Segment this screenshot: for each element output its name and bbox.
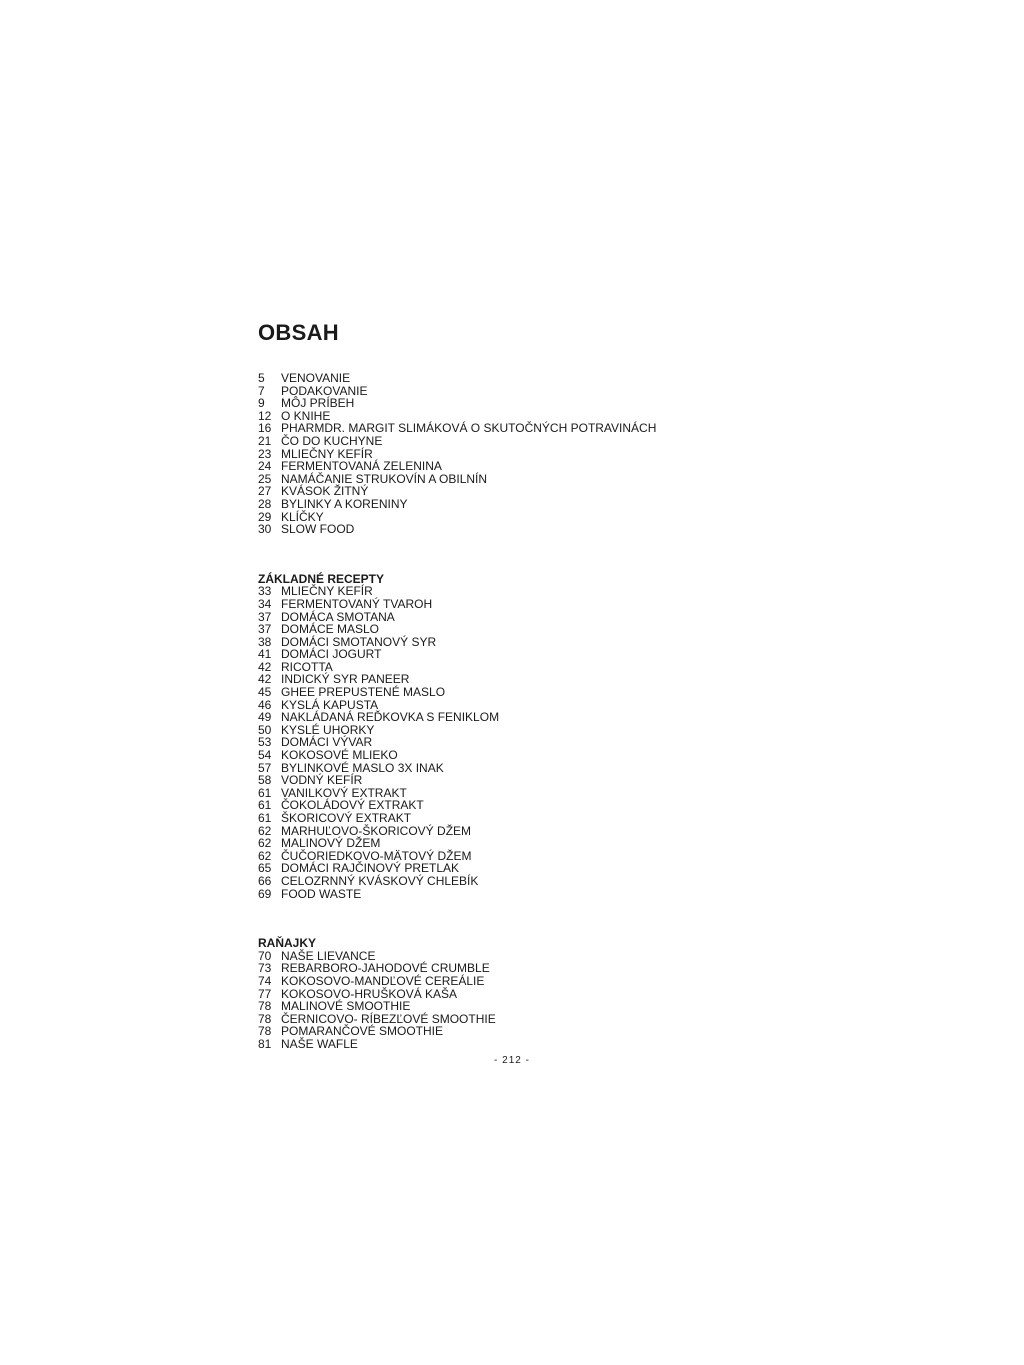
- table-of-contents: [258, 318, 818, 1051]
- toc-entry: [258, 523, 818, 536]
- toc-entry-title: VODNÝ KEFÍR: [281, 773, 363, 788]
- toc-section: [258, 573, 818, 900]
- toc-entry: [258, 623, 818, 636]
- toc-entry-title: INDICKÝ SYR PANEER: [281, 672, 410, 687]
- toc-entry: [258, 435, 818, 448]
- toc-entry-title: ŠKORICOVÝ EXTRAKT: [281, 811, 412, 825]
- toc-entry-title: KOKOSOVO-MANDĽOVÉ CEREÁLIE: [281, 973, 485, 988]
- toc-entry: [258, 498, 818, 511]
- toc-entry-title: VANILKOVÝ EXTRAKT: [281, 785, 407, 800]
- toc-page-number: 61: [258, 811, 272, 825]
- toc-page-number: 28: [258, 496, 272, 511]
- toc-entry: [258, 460, 818, 473]
- toc-entry-title: MALINOVÉ SMOOTHIE: [281, 999, 411, 1014]
- toc-page-number: 61: [258, 798, 272, 813]
- toc-page-number: 30: [258, 522, 272, 537]
- toc-entry-title: O KNIHE: [281, 408, 331, 423]
- toc-entry-title: DOMÁCI JOGURT: [281, 647, 382, 662]
- toc-entry-title: DOMÁCI SMOTANOVÝ SYR: [281, 634, 437, 649]
- toc-entry-title: RICOTTA: [281, 659, 333, 674]
- toc-entry-title: NAŠE WAFLE: [281, 1036, 358, 1051]
- toc-entry-title: REBARBORO-JAHODOVÉ CRUMBLE: [281, 961, 490, 976]
- toc-entry-title: KYSLÁ KAPUSTA: [281, 697, 379, 712]
- toc-entry-title: MLIEČNY KEFÍR: [281, 584, 373, 599]
- toc-page-number: 23: [258, 446, 272, 461]
- toc-entry-title: DOMÁCI RAJČINOVÝ PRETLAK: [281, 861, 460, 876]
- toc-entry-title: PHARMDR. MARGIT SLIMÁKOVÁ O SKUTOČNÝCH POTRAVINÁCH: [281, 421, 657, 436]
- toc-page-number: 37: [258, 622, 272, 637]
- intro-list: [258, 372, 818, 536]
- toc-page-number: 41: [258, 647, 272, 662]
- toc-entry: [258, 686, 818, 699]
- toc-entry-title: MÔJ PRÍBEH: [281, 396, 355, 411]
- toc-entry-title: NAKLÁDANÁ REĎKOVKA S FENIKLOM: [281, 710, 500, 725]
- toc-entry-title: SLOW FOOD: [281, 522, 355, 537]
- toc-page-number: 62: [258, 823, 272, 838]
- toc-entry-title: CELOZRNNÝ KVÁSKOVÝ CHLEBÍK: [281, 873, 479, 888]
- toc-page-number: 9: [258, 396, 265, 411]
- toc-page-number: 74: [258, 973, 272, 988]
- toc-entry-title: MALINOVÝ DŽEM: [281, 836, 381, 851]
- toc-page-number: 34: [258, 596, 272, 611]
- toc-entry: [258, 774, 818, 787]
- section-heading: ZÁKLADNÉ RECEPTY: [258, 571, 385, 586]
- toc-entry-title: NAMÁČANIE STRUKOVÍN A OBILNÍN: [281, 471, 488, 486]
- toc-entry-title: NAŠE LIEVANCE: [281, 948, 376, 963]
- toc-entry-title: KOKOSOVO-HRUŠKOVÁ KAŠA: [281, 986, 458, 1001]
- section-heading: RAŇAJKY: [258, 936, 317, 951]
- toc-page-number: 57: [258, 760, 272, 775]
- toc-page-number: 24: [258, 459, 272, 474]
- toc-entry: [258, 812, 818, 825]
- toc-page-number: 66: [258, 873, 272, 888]
- toc-entry: [258, 749, 818, 762]
- toc-page-number: 42: [258, 672, 272, 687]
- toc-page-number: 58: [258, 773, 272, 788]
- toc-entry-title: KLÍČKY: [281, 509, 324, 524]
- toc-entry-title: DOMÁCE MASLO: [281, 622, 380, 637]
- toc-page-number: 61: [258, 785, 272, 800]
- toc-sections: [258, 573, 818, 1051]
- toc-page-number: 77: [258, 986, 272, 1001]
- toc-entry-title: BYLINKOVÉ MASLO 3X INAK: [281, 760, 444, 775]
- toc-entry-title: DOMÁCA SMOTANA: [281, 609, 395, 624]
- toc-entry-title: POMARANČOVÉ SMOOTHIE: [281, 1024, 444, 1039]
- section-entry-list: [258, 950, 818, 1051]
- toc-page-number: 12: [258, 408, 272, 423]
- toc-page-number: 33: [258, 584, 272, 599]
- toc-entry-title: PODAKOVANIE: [281, 383, 368, 398]
- toc-page-number: 29: [258, 509, 272, 524]
- toc-page-number: 27: [258, 484, 272, 499]
- toc-entry-title: KOKOSOVÉ MLIEKO: [281, 748, 398, 763]
- toc-page-number: 65: [258, 861, 272, 876]
- toc-page-number: 49: [258, 710, 272, 725]
- toc-section: [258, 937, 818, 1050]
- toc-page-number: 81: [258, 1036, 272, 1051]
- toc-entry-title: FERMENTOVANÁ ZELENINA: [281, 459, 442, 474]
- toc-entry: [258, 975, 818, 988]
- toc-entry-title: KYSLÉ UHORKY: [281, 722, 375, 737]
- toc-entry: [258, 648, 818, 661]
- toc-entry-title: KVÁSOK ŽITNÝ: [281, 484, 369, 499]
- toc-entry: [258, 837, 818, 850]
- toc-entry: [258, 372, 818, 385]
- toc-page-number: 50: [258, 722, 272, 737]
- toc-page-number: 42: [258, 659, 272, 674]
- toc-page-number: 78: [258, 1024, 272, 1039]
- toc-page-number: 7: [258, 383, 265, 398]
- toc-page-number: 70: [258, 948, 272, 963]
- toc-entry-title: DOMÁCI VÝVAR: [281, 735, 373, 750]
- toc-entry-title: GHEE PREPUSTENÉ MASLO: [281, 685, 446, 700]
- toc-entry-title: FERMENTOVANÝ TVAROH: [281, 596, 433, 611]
- toc-page-number: 21: [258, 433, 272, 448]
- toc-entry: [258, 888, 818, 901]
- toc-entry: [258, 598, 818, 611]
- toc-page-number: 46: [258, 697, 272, 712]
- toc-page-number: 78: [258, 1011, 272, 1026]
- toc-entry-title: MLIEČNY KEFÍR: [281, 446, 373, 461]
- toc-entry-title: ČUČORIEDKOVO-MÄTOVÝ DŽEM: [281, 848, 472, 863]
- toc-page-number: 78: [258, 999, 272, 1014]
- toc-page-number: 5: [258, 371, 265, 385]
- toc-page-number: 16: [258, 421, 272, 436]
- toc-entry: [258, 711, 818, 724]
- toc-page-number: 69: [258, 886, 272, 901]
- toc-page-number: 54: [258, 748, 272, 763]
- section-entry-list: [258, 585, 818, 900]
- toc-page-number: 62: [258, 836, 272, 851]
- page-title: OBSAH: [258, 320, 339, 345]
- toc-page-number: 73: [258, 961, 272, 976]
- toc-page-number: 62: [258, 848, 272, 863]
- toc-page-number: 37: [258, 609, 272, 624]
- toc-entry: [258, 1038, 818, 1051]
- toc-entry-title: MARHUĽOVO-ŠKORICOVÝ DŽEM: [281, 823, 472, 838]
- toc-entry-title: VENOVANIE: [281, 371, 351, 385]
- toc-entry-title: ČOKOLÁDOVÝ EXTRAKT: [281, 798, 424, 813]
- toc-entry: [258, 875, 818, 888]
- toc-page-number: 25: [258, 471, 272, 486]
- toc-entry-title: FOOD WASTE: [281, 886, 362, 901]
- toc-entry-title: BYLINKY A KORENINY: [281, 496, 408, 511]
- toc-entry-title: ČO DO KUCHYNE: [281, 433, 383, 448]
- toc-entry: [258, 1000, 818, 1013]
- toc-entry: [258, 397, 818, 410]
- toc-page-number: 38: [258, 634, 272, 649]
- page-number: - 212 -: [494, 1055, 530, 1066]
- toc-page-number: 45: [258, 685, 272, 700]
- toc-page-number: 53: [258, 735, 272, 750]
- toc-entry-title: ČERNICOVO- RÍBEZĽOVÉ SMOOTHIE: [281, 1011, 496, 1026]
